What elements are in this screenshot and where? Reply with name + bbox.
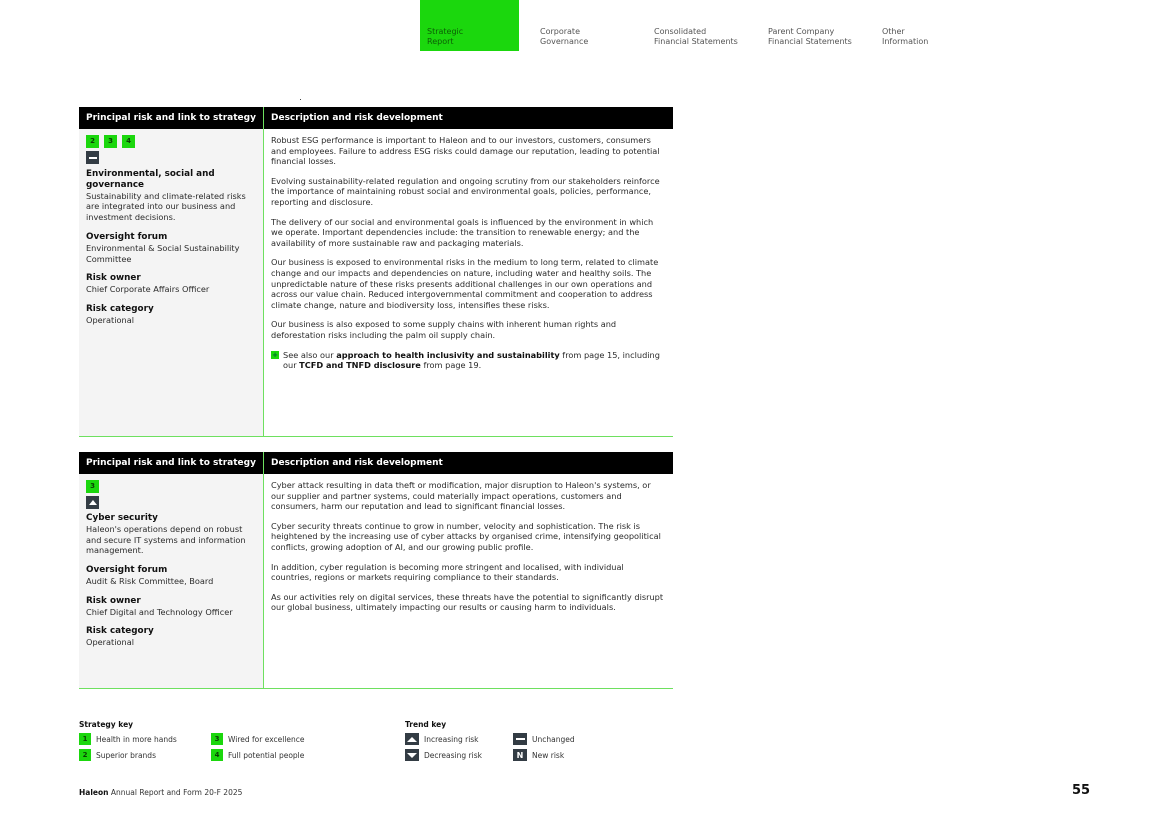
plus-icon: + [272,350,278,359]
paragraph: Cyber attack resulting in data theft or modification, major disruption to Haleon's systems, or our supplier and partner systems, could materially impact operations, customers and consumers, harm our reputation and lead to significant financial losses. [271,480,651,512]
tab-consolidated-financial-statements[interactable] [647,0,761,51]
tab-label: Parent Company [768,27,835,36]
strategy-key-item [211,749,331,761]
strategy-badge: 4 [211,749,223,761]
paragraph: Our business is exposed to environmental risks in the medium to long term, related to climate change and our impacts and dependencies on nature, including water and healthy soils. The unpredictable nature of these risks presents additional challenges in our own operations and across our value chain. Reduced intergovernmental commitment and cooperation to address climate change, nature and biodiversity loss, intensifies these risks. [271,257,659,310]
tab-label: Financial Statements [654,37,738,46]
strategy-key-label: Wired for excellence [228,734,305,744]
page-number: 55 [1072,783,1091,798]
strategy-key-label: Full potential people [228,750,305,760]
trend-key-label: Decreasing risk [424,750,482,760]
unchanged-icon [513,733,527,745]
increasing-risk-icon [86,496,99,509]
trend-key-item [405,749,513,761]
header-principal-risk: Principal risk and link to strategy [79,107,264,129]
strategy-badge: 3 [86,480,99,493]
trend-key-label: New risk [532,750,565,760]
strategy-badge: 1 [79,733,91,745]
risk-category-label: Risk category [86,303,154,314]
trend-key-item [513,733,603,745]
trend-key [405,720,603,761]
strategy-key [79,720,331,761]
oversight-forum-value: Environmental & Social Sustainability Committee [86,242,240,264]
tab-label: Strategic [427,27,464,36]
risk-category-value: Operational [86,637,135,648]
risk-owner-label: Risk owner [86,595,141,606]
header-principal-risk: Principal risk and link to strategy [79,452,264,474]
paragraph: Our business is also exposed to some supply chains with inherent human rights and deforestation risks including the palm oil supply chain. [271,319,617,340]
risk-summary-cell [79,474,264,688]
header-description: Description and risk development [271,113,443,123]
risk-owner-value: Chief Digital and Technology Officer [86,606,233,617]
tab-label: Consolidated [654,27,707,36]
table-header [79,107,673,129]
strategy-badge: 2 [86,135,99,148]
stray-dot [300,99,301,100]
see-also-link-text[interactable]: TCFD and TNFD disclosure [299,360,421,371]
paragraph: Robust ESG performance is important to Haleon and to our investors, customers, consumers and employees. Failure to address ESG risks could damage our reputation, leading to potential financial losses. [271,135,660,167]
risk-description-cell [264,474,673,688]
see-also-link[interactable] [271,350,666,371]
see-also-link-text[interactable]: approach to health inclusivity and sustainability [336,349,560,360]
tab-label: Report [427,37,454,46]
header-description: Description and risk development [271,458,443,468]
trend-key-label: Unchanged [532,734,575,744]
strategy-key-item [211,733,331,745]
paragraph: Cyber security threats continue to grow in number, velocity and sophistication. The risk is heightened by the increasing use of cyber attacks by organised crime, intensifying geopolitical conflicts, growing adoption of AI, and our growing public profile. [271,520,661,552]
risk-title: Cyber security [86,513,158,523]
risk-description: Haleon's operations depend on robust and secure IT systems and information management. [86,523,246,556]
oversight-forum-label: Oversight forum [86,231,168,242]
tab-strategic-report[interactable] [420,0,519,51]
risk-summary-cell [79,129,264,436]
strategy-key-label: Health in more hands [96,734,177,744]
see-also-text: See also our [283,349,337,360]
trend-key-title: Trend key [405,720,447,729]
tab-label: Information [882,37,929,46]
strategy-badges [86,135,256,148]
strategy-badge: 3 [211,733,223,745]
risk-table-esg [79,107,673,437]
paragraph: Evolving sustainability-related regulation and ongoing scrutiny from our stakeholders reinforce the importance of maintaining robust social and environmental goals, policies, performance, reporting and disclosure. [271,175,660,207]
tab-label: Governance [540,37,589,46]
tab-other-information[interactable] [875,0,989,51]
strategy-badge: 3 [104,135,117,148]
strategy-key-label: Superior brands [96,750,156,760]
strategy-key-title: Strategy key [79,720,134,729]
risk-owner-label: Risk owner [86,273,141,284]
footer-text: Annual Report and Form 20-F 2025 [108,788,243,797]
risk-owner-value: Chief Corporate Affairs Officer [86,284,210,295]
see-also-text: from page 19. [420,360,482,371]
decreasing-risk-icon [405,749,419,761]
risk-table-cyber-security [79,452,673,689]
increasing-risk-icon [405,733,419,745]
oversight-forum-label: Oversight forum [86,565,168,576]
oversight-forum-value: Audit & Risk Committee, Board [86,575,214,586]
paragraph: As our activities rely on digital services, these threats have the potential to significantly disrupt our global business, ultimately impacting our results or causing harm to individuals. [271,591,664,613]
see-also-text: from page 15, including our [283,349,660,371]
strategy-badge: 4 [122,135,135,148]
table-header [79,452,673,474]
risk-description-cell [264,129,673,436]
paragraph: The delivery of our social and environmental goals is influenced by the environment in which we operate. Important dependencies include: the transition to renewable energy; and the availability of more sustainable raw and packaging materials. [271,216,654,248]
unchanged-icon [86,151,99,164]
tab-parent-company-financial-statements[interactable] [761,0,875,51]
strategy-badges [86,480,256,493]
top-navigation [420,0,989,51]
new-risk-icon: N [513,749,527,761]
risk-category-value: Operational [86,314,135,325]
strategy-key-item [79,733,211,745]
strategy-key-item [79,749,211,761]
risk-title: Environmental, social and governance [86,169,215,190]
risk-category-label: Risk category [86,626,154,637]
footer-brand: Haleon [79,788,109,797]
tab-label: Other [882,27,905,36]
strategy-badge: 2 [79,749,91,761]
tab-label: Corporate [540,27,580,36]
footer [79,788,242,797]
tab-label: Financial Statements [768,37,852,46]
paragraph: In addition, cyber regulation is becoming more stringent and localised, with individual countries, regions or markets requiring compliance to their standards. [271,561,624,583]
trend-key-item [405,733,513,745]
tab-corporate-governance[interactable] [533,0,647,51]
trend-key-label: Increasing risk [424,734,479,744]
risk-description: Sustainability and climate-related risks are integrated into our business and investment decisions. [86,190,246,223]
trend-key-item [513,749,603,761]
